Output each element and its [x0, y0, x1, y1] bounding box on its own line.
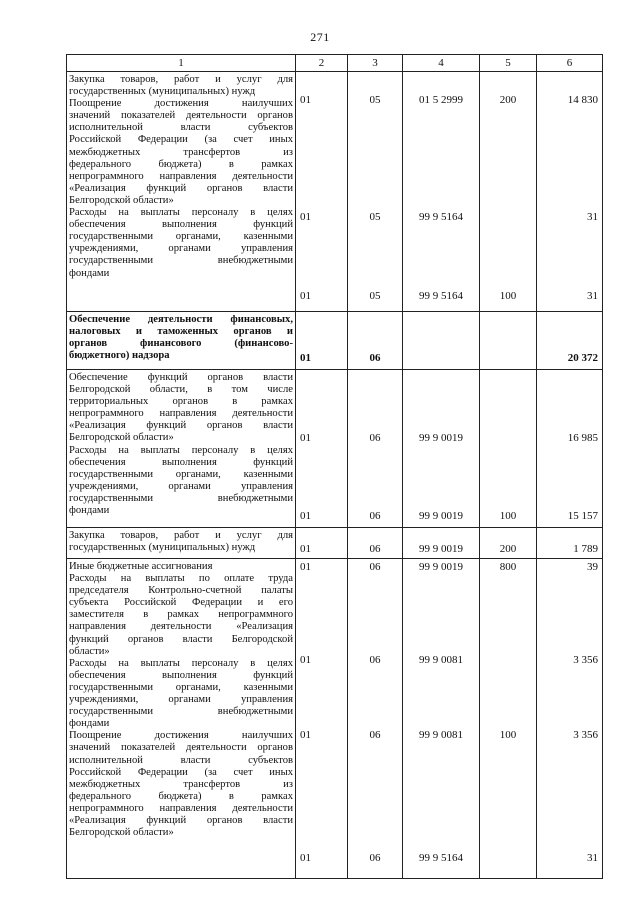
cell-value: 01 — [300, 654, 311, 666]
description-line: межбюджетных трансфертов из — [69, 146, 293, 158]
cell-value: 39 — [587, 561, 598, 573]
cell-value: 01 — [300, 352, 311, 364]
expense-type-cell — [480, 528, 537, 559]
cell-value: 01 — [300, 432, 311, 444]
budget-table — [66, 54, 603, 879]
cell-value: 3 356 — [573, 654, 598, 666]
section-cell — [296, 72, 348, 312]
cell-value: 05 — [369, 290, 381, 302]
column-header-5: 5 — [480, 55, 537, 72]
cell-value: 01 5 2999 — [419, 94, 463, 106]
description-line: Поощрение достижения наилучших — [69, 730, 293, 742]
expense-type-cell — [480, 370, 537, 528]
description-line: Расходы на выплаты по оплате труда — [69, 573, 293, 585]
description-line: Расходы на выплаты персоналу в целях — [69, 657, 293, 669]
section-cell — [296, 370, 348, 528]
description-line: государственными внебюджетными — [69, 255, 293, 267]
description-line: Российской Федерации (за счет иных — [69, 766, 293, 778]
description-cell — [67, 559, 296, 879]
cell-value: 01 — [300, 543, 311, 555]
cell-value: 3 356 — [573, 729, 598, 741]
target-article-cell — [403, 370, 480, 528]
description-line: Белгородской области» — [69, 432, 174, 444]
description-line: учреждениями, органами управления — [69, 243, 293, 255]
description-line: государственных (муниципальных) нужд — [69, 86, 256, 98]
description-line: Закупка товаров, работ и услуг для — [69, 74, 293, 85]
description-line: государственными органами, казенными — [69, 681, 293, 693]
target-article-cell — [403, 312, 480, 370]
description-line: Обеспечение функций органов власти — [69, 372, 293, 383]
cell-value: 05 — [369, 94, 381, 106]
cell-value: 01 — [300, 211, 311, 223]
table-row — [67, 370, 603, 528]
description-line: «Реализация функций органов власти — [69, 182, 293, 194]
description-line: обеспечения выполнения функций — [69, 219, 293, 231]
column-header-6: 6 — [537, 55, 603, 72]
cell-value: 99 9 0019 — [419, 561, 463, 573]
description-line: обеспечения выполнения функций — [69, 669, 293, 681]
section-cell — [296, 312, 348, 370]
description-line: области» — [69, 645, 110, 657]
column-header-2: 2 — [296, 55, 348, 72]
description-cell — [67, 312, 296, 370]
cell-value: 99 9 5164 — [419, 211, 463, 223]
description-line: Обеспечение деятельности финансовых, — [69, 314, 293, 325]
description-line: учреждениями, органами управления — [69, 480, 293, 492]
cell-value: 31 — [587, 211, 598, 223]
cell-value: 200 — [499, 543, 517, 555]
description-line: федерального бюджета) в рамках — [69, 790, 293, 802]
description-line: Российской Федерации (за счет иных — [69, 134, 293, 146]
description-line: государственными органами, казенными — [69, 468, 293, 480]
description-line: Иные бюджетные ассигнования — [69, 561, 213, 572]
cell-value: 06 — [369, 561, 381, 573]
cell-value: 01 — [300, 561, 311, 573]
description-line: непрограммного направления деятельности — [69, 408, 293, 420]
description-line: Белгородской области» — [69, 827, 174, 839]
description-line: непрограммного направления деятельности — [69, 802, 293, 814]
description-line: бюджетного) надзора — [69, 350, 170, 362]
description-line: налоговых и таможенных органов и — [69, 326, 293, 338]
description-line: учреждениями, органами управления — [69, 694, 293, 706]
table-row — [67, 72, 603, 312]
cell-value: 99 9 0019 — [419, 543, 463, 555]
description-line: субъекта Российской Федерации и его — [69, 597, 293, 609]
description-cell — [67, 370, 296, 528]
description-line: «Реализация функций органов власти — [69, 814, 293, 826]
target-article-cell — [403, 528, 480, 559]
description-line: государственными внебюджетными — [69, 492, 293, 504]
description-line: государственными внебюджетными — [69, 706, 293, 718]
description-line: территориальных органов в рамках — [69, 396, 293, 408]
description-line: «Реализация функций органов власти — [69, 420, 293, 432]
cell-value: 01 — [300, 852, 311, 864]
description-line: Белгородской области, в том числе — [69, 384, 293, 396]
table-row — [67, 312, 603, 370]
subsection-cell — [348, 72, 403, 312]
cell-value: 01 — [300, 510, 311, 522]
amount-cell — [537, 528, 603, 559]
description-line: органов финансового (финансово- — [69, 338, 293, 350]
cell-value: 14 830 — [567, 94, 598, 106]
cell-value: 01 — [300, 729, 311, 741]
cell-value: 06 — [369, 543, 381, 555]
cell-value: 06 — [369, 510, 381, 522]
cell-value: 06 — [369, 352, 381, 364]
column-header-4: 4 — [403, 55, 480, 72]
cell-value: 99 9 0019 — [419, 432, 463, 444]
cell-value: 100 — [499, 729, 517, 741]
cell-value: 31 — [587, 852, 598, 864]
description-line: значений показателей деятельности органов — [69, 742, 293, 754]
subsection-cell — [348, 312, 403, 370]
expense-type-cell — [480, 312, 537, 370]
column-header-1: 1 — [67, 55, 296, 72]
description-line: Расходы на выплаты персоналу в целях — [69, 444, 293, 456]
description-line: государственных (муниципальных) нужд — [69, 542, 256, 554]
table-row — [67, 528, 603, 559]
description-line: фондами — [69, 267, 110, 279]
description-line: фондами — [69, 718, 110, 730]
description-line: фондами — [69, 505, 110, 517]
cell-value: 16 985 — [567, 432, 598, 444]
cell-value: 05 — [369, 211, 381, 223]
cell-value: 20 372 — [567, 352, 598, 364]
description-cell — [67, 72, 296, 312]
cell-value: 100 — [499, 290, 517, 302]
cell-value: 99 9 0081 — [419, 729, 463, 741]
target-article-cell — [403, 72, 480, 312]
description-line: направления деятельности «Реализация — [69, 621, 293, 633]
column-header-3: 3 — [348, 55, 403, 72]
description-line: федерального бюджета) в рамках — [69, 158, 293, 170]
description-line: заместителя в рамках непрограммного — [69, 609, 293, 621]
cell-value: 01 — [300, 290, 311, 302]
expense-type-cell — [480, 559, 537, 879]
cell-value: 99 9 0081 — [419, 654, 463, 666]
target-article-cell — [403, 559, 480, 879]
cell-value: 15 157 — [567, 510, 598, 522]
table-row — [67, 559, 603, 879]
description-cell — [67, 528, 296, 559]
cell-value: 100 — [499, 510, 517, 522]
description-line: обеспечения выполнения функций — [69, 456, 293, 468]
cell-value: 1 789 — [573, 543, 598, 555]
description-line: председателя Контрольно-счетной палаты — [69, 585, 293, 597]
description-line: Закупка товаров, работ и услуг для — [69, 530, 293, 541]
subsection-cell — [348, 559, 403, 879]
cell-value: 06 — [369, 852, 381, 864]
subsection-cell — [348, 528, 403, 559]
cell-value: 99 9 5164 — [419, 290, 463, 302]
description-line: государственными органами, казенными — [69, 231, 293, 243]
description-line: межбюджетных трансфертов из — [69, 778, 293, 790]
expense-type-cell — [480, 72, 537, 312]
description-line: Белгородской области» — [69, 194, 174, 206]
cell-value: 06 — [369, 729, 381, 741]
cell-value: 06 — [369, 654, 381, 666]
cell-value: 200 — [499, 94, 517, 106]
description-line: Поощрение достижения наилучших — [69, 98, 293, 110]
page-number: 271 — [310, 30, 330, 44]
description-line: значений показателей деятельности органов — [69, 110, 293, 122]
cell-value: 01 — [300, 94, 311, 106]
description-line: функций органов власти Белгородской — [69, 633, 293, 645]
subsection-cell — [348, 370, 403, 528]
cell-value: 31 — [587, 290, 598, 302]
description-line: Расходы на выплаты персоналу в целях — [69, 207, 293, 219]
cell-value: 99 9 5164 — [419, 852, 463, 864]
description-line: исполнительной власти субъектов — [69, 754, 293, 766]
amount-cell — [537, 72, 603, 312]
section-cell — [296, 559, 348, 879]
cell-value: 800 — [499, 561, 517, 573]
amount-cell — [537, 370, 603, 528]
description-line: непрограммного направления деятельности — [69, 170, 293, 182]
header-row — [67, 55, 603, 72]
section-cell — [296, 528, 348, 559]
budget-table-container — [66, 54, 603, 879]
amount-cell — [537, 312, 603, 370]
amount-cell — [537, 559, 603, 879]
cell-value: 06 — [369, 432, 381, 444]
description-line: исполнительной власти субъектов — [69, 122, 293, 134]
cell-value: 99 9 0019 — [419, 510, 463, 522]
